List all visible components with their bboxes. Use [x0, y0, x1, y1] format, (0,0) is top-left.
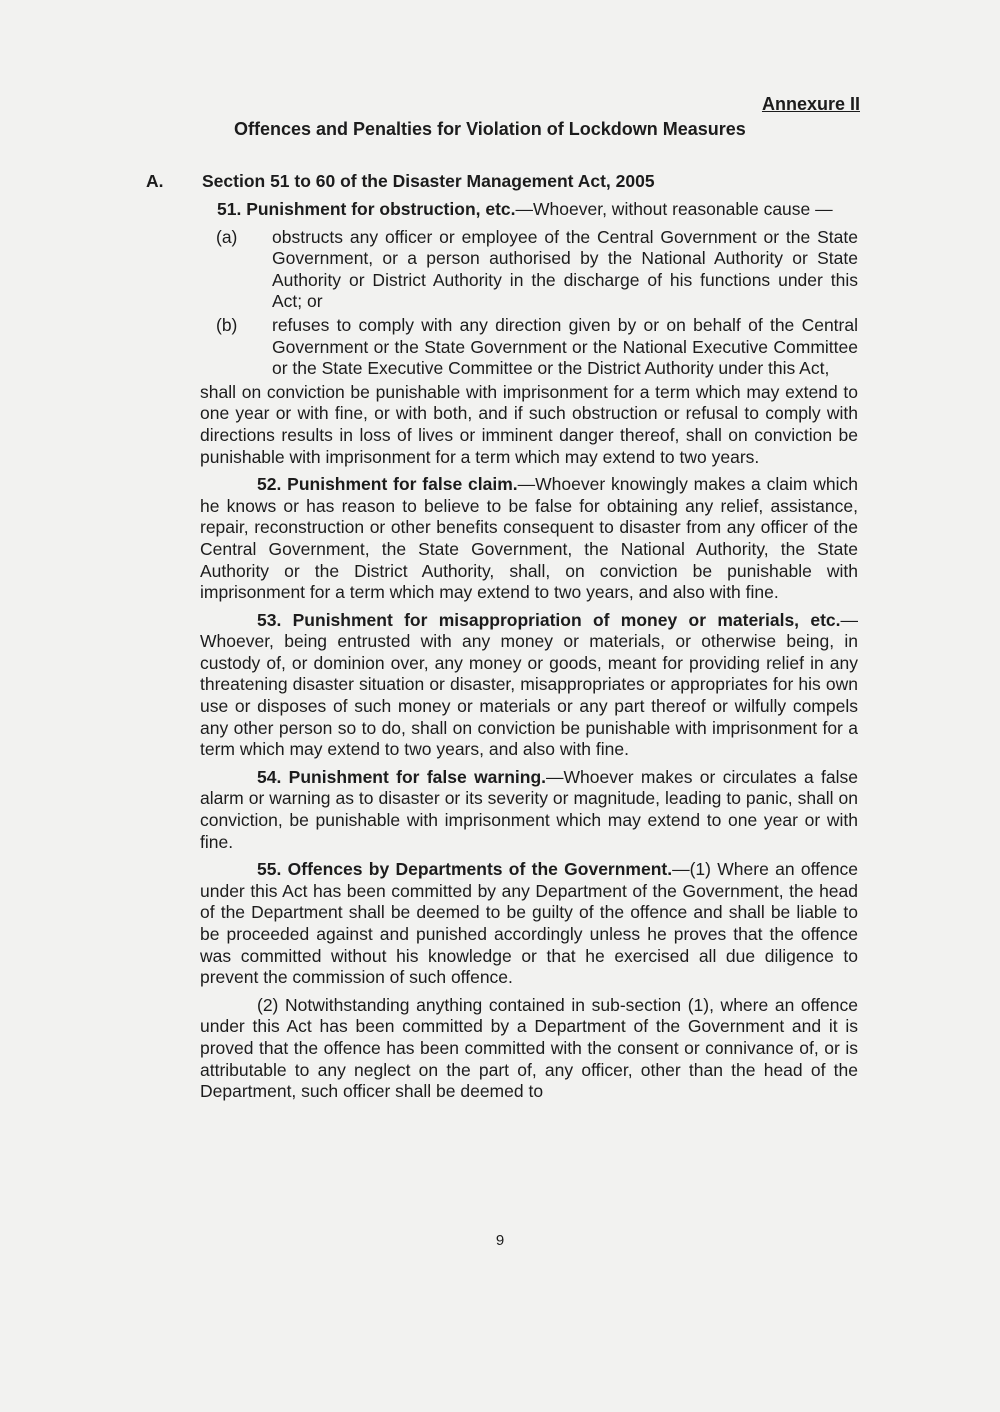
section-53-heading: 53. Punishment for misappropriation of money or materials, etc. [257, 609, 841, 630]
section-55-heading: 55. Offences by Departments of the Government. [257, 859, 673, 880]
page-number: 9 [495, 1232, 505, 1249]
section-51-tail: shall on conviction be punishable with imprisonment for a term which may extend to one year or with fine, or with both, and if such obstruction or refusal to comply with directions results in loss of lives or imminent danger thereof, shall on conviction be punishable with imprisonment for a term which may extend to two years. [200, 381, 858, 467]
section-51-lead: —Whoever, without reasonable cause — [515, 199, 833, 219]
section-letter: A. [146, 171, 164, 191]
section-52-text: —Whoever knowingly makes a claim which he knows or has reason to believe to be false for obtaining any relief, assistance, repair, reconstruction or other benefits consequent to disaster from any officer of the Central Government, the State Government, the National Authority, the State Authority or the District Authority, shall, on conviction be punishable with imprisonment for a term which may extend to two years, and also with fine. [200, 474, 858, 603]
document-body [200, 199, 858, 1109]
clause-b [200, 315, 858, 380]
section-55-subsection-2: (2) Notwithstanding anything contained in sub-section (1), where an offence under this Act has been committed by a Department of the Government and it is proved that the offence has been committed with the consent or connivance of, or is attributable to any neglect on the part of, any officer, other than the head of the Department, such officer shall be deemed to [200, 994, 858, 1102]
section-51-intro [200, 199, 858, 221]
clause-text: refuses to comply with any direction given by or on behalf of the Central Government or the State Government or the National Executive Committee or the State Executive Committee or the District Authority under this Act, [272, 314, 858, 379]
clause-text: obstructs any officer or employee of the Central Government or the State Government, or a person authorised by the National Authority or State Authority or District Authority in the discharge of his functions under this Act; or [272, 226, 858, 312]
section-55 [200, 859, 858, 989]
clause-a [200, 227, 858, 313]
clause-label: (b) [216, 314, 238, 335]
section-53 [200, 610, 858, 761]
clause-label: (a) [216, 226, 238, 247]
section-52-heading: 52. Punishment for false claim. [257, 474, 518, 495]
section-54-text: —Whoever makes or circulates a false alarm or warning as to disaster or its severity or magnitude, leading to panic, shall on conviction, be punishable with imprisonment which may extend to one year or with fine. [200, 766, 858, 852]
section-52 [200, 474, 858, 604]
section-heading: Section 51 to 60 of the Disaster Management Act, 2005 [202, 171, 655, 191]
section-54-heading: 54. Punishment for false warning. [257, 766, 547, 787]
page-title: Offences and Penalties for Violation of Lockdown Measures [234, 119, 746, 139]
section-53-text: —Whoever, being entrusted with any money or materials, or otherwise being, in custody of, or dominion over, any money or goods, meant for providing relief in any threatening disaster situation or disaster, misappropriates or appropriates for his own use or disposes of such money or materials or any part thereof or wilfully compels any other person so to do, shall on conviction be punishable with imprisonment for a term which may extend to two years, and also with fine. [200, 609, 858, 760]
section-51-clauses [200, 227, 858, 380]
annexure-label: Annexure II [761, 94, 860, 114]
section-54 [200, 767, 858, 853]
section-51-heading: 51. Punishment for obstruction, etc. [217, 199, 516, 219]
section-55-text: —(1) Where an offence under this Act has been committed by any Department of the Government, the head of the Department shall be deemed to be guilty of the offence and shall be liable to be proceeded against and punished accordingly unless he proves that the offence was committed without his knowledge or that he exercised all due diligence to prevent the commission of such offence. [200, 859, 858, 988]
